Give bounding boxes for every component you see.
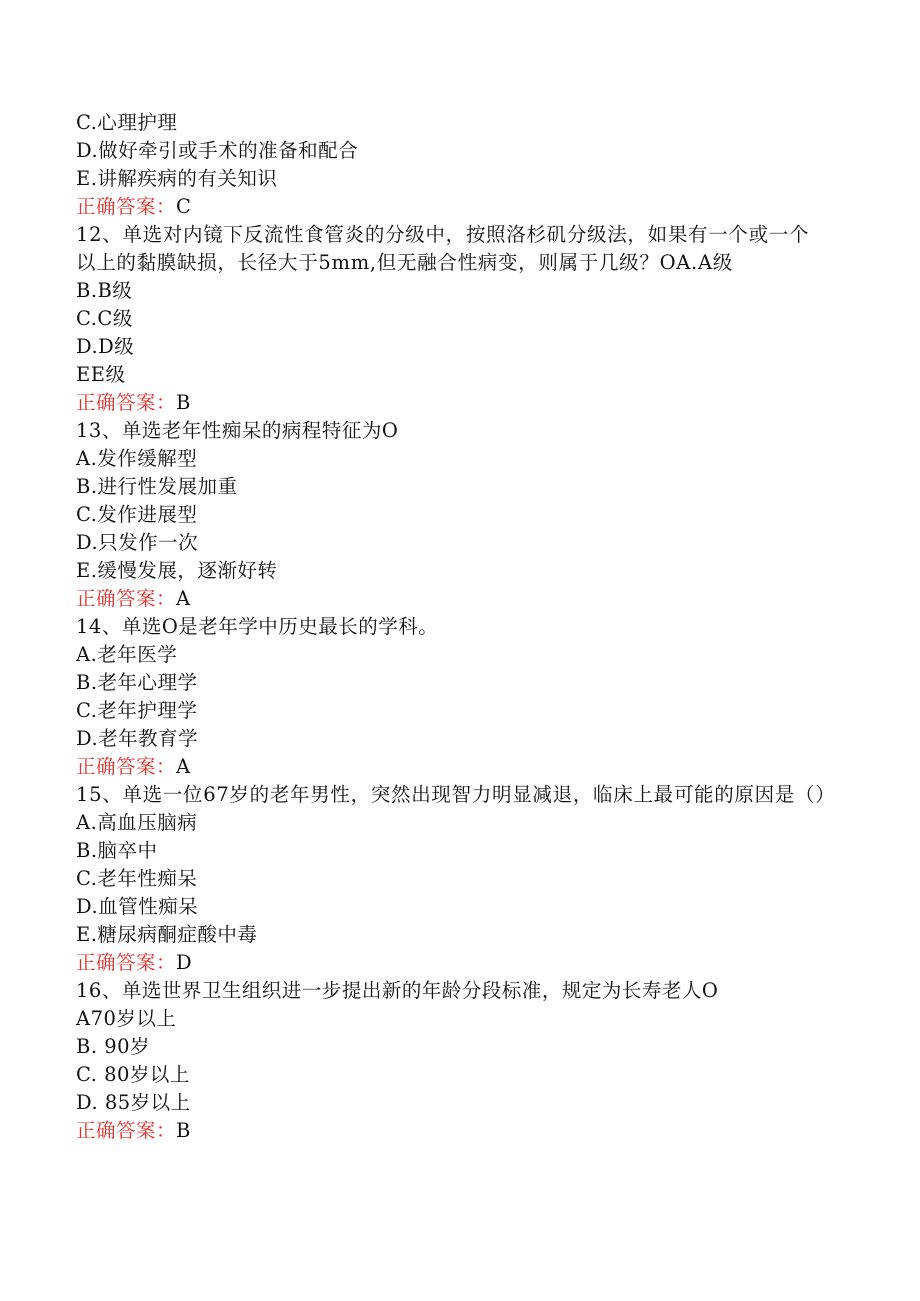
option-a: A70岁以上 (76, 1007, 177, 1030)
option-b: B. 90岁 (76, 1035, 151, 1058)
question-stem: 12、单选对内镜下反流性食管炎的分级中，按照洛杉矶分级法，如果有一个或一个以上的黏膜缺损，长径大于5mm,但无融合性病变，则属于几级？OA.A级 (76, 223, 810, 274)
correct-answer (76, 193, 846, 221)
question-12 (76, 221, 846, 417)
correct-answer (76, 1117, 846, 1145)
question-stem: 13、单选老年性痴呆的病程特征为O (76, 419, 399, 442)
answer-value: D (176, 951, 193, 974)
option-c: C.C级 (76, 307, 133, 330)
answer-label: 正确答案： (76, 391, 177, 414)
option-d: D. 85岁以上 (76, 1091, 191, 1114)
option-b: B.老年心理学 (76, 671, 198, 694)
option-e: E.糖尿病酮症酸中毒 (76, 923, 258, 946)
answer-value: A (176, 755, 191, 778)
option-e: E.讲解疾病的有关知识 (76, 167, 278, 190)
question-stem: 14、单选O是老年学中历史最长的学科。 (76, 615, 439, 638)
answer-label: 正确答案： (76, 1119, 177, 1142)
question-15 (76, 781, 846, 977)
answer-value: B (176, 1119, 191, 1142)
option-c: C.心理护理 (76, 111, 178, 134)
answer-value: B (176, 391, 191, 414)
question-stem: 15、单选一位67岁的老年男性，突然出现智力明显减退，临床上最可能的原因是（） (76, 783, 836, 806)
option-c: C. 80岁以上 (76, 1063, 190, 1086)
answer-value: A (176, 587, 191, 610)
option-d: D.做好牵引或手术的准备和配合 (76, 139, 359, 162)
option-c: C.老年护理学 (76, 699, 198, 722)
option-a: A.老年医学 (76, 643, 178, 666)
question-14 (76, 613, 846, 781)
option-d: D.老年教育学 (76, 727, 199, 750)
option-a: A.发作缓解型 (76, 447, 198, 470)
option-d: D.血管性痴呆 (76, 895, 199, 918)
option-b: B.B级 (76, 279, 133, 302)
answer-value: C (176, 195, 192, 218)
answer-label: 正确答案： (76, 195, 177, 218)
option-c: C.发作进展型 (76, 503, 198, 526)
answer-label: 正确答案： (76, 587, 177, 610)
option-e: EE级 (76, 363, 126, 386)
option-c: C.老年性痴呆 (76, 867, 198, 890)
exam-document (76, 109, 846, 1145)
option-a: A.高血压脑病 (76, 811, 198, 834)
correct-answer (76, 585, 846, 613)
option-e: E.缓慢发展，逐渐好转 (76, 559, 278, 582)
option-d: D.D级 (76, 335, 135, 358)
correct-answer (76, 389, 846, 417)
option-b: B.脑卒中 (76, 839, 158, 862)
question-13 (76, 417, 846, 613)
option-d: D.只发作一次 (76, 531, 199, 554)
answer-label: 正确答案： (76, 951, 177, 974)
correct-answer (76, 949, 846, 977)
question-stem: 16、单选世界卫生组织进一步提出新的年龄分段标准，规定为长寿老人O (76, 979, 719, 1002)
question-16 (76, 977, 846, 1145)
question-11-tail (76, 109, 846, 221)
answer-label: 正确答案： (76, 755, 177, 778)
correct-answer (76, 753, 846, 781)
option-b: B.进行性发展加重 (76, 475, 238, 498)
